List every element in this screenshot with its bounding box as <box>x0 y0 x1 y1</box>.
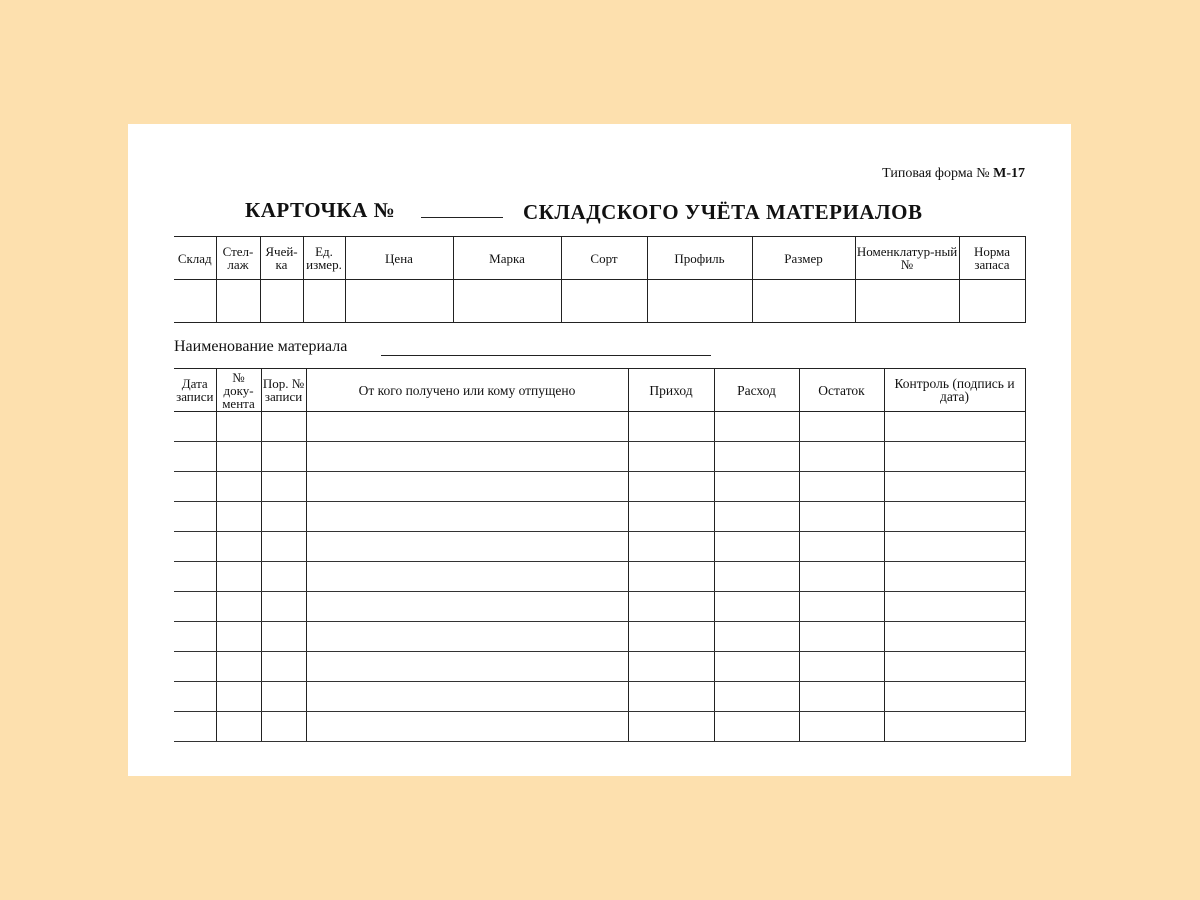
ledger-cell <box>628 502 714 532</box>
ledger-cell <box>174 622 216 652</box>
header-sklad: Склад <box>174 237 216 280</box>
ledger-cell <box>306 622 628 652</box>
ledger-cell <box>306 532 628 562</box>
header-control: Контроль (подпись и дата) <box>884 369 1025 412</box>
blank-cell <box>345 280 453 323</box>
card-title-left: КАРТОЧКА № <box>245 198 396 222</box>
header-yacheika: Ячей-ка <box>260 237 303 280</box>
ledger-cell <box>799 412 884 442</box>
ledger-cell <box>306 412 628 442</box>
ledger-cell <box>799 682 884 712</box>
ledger-cell <box>799 502 884 532</box>
ledger-row <box>174 532 1025 562</box>
ledger-cell <box>216 532 261 562</box>
ledger-cell <box>174 472 216 502</box>
header-grade: Сорт <box>561 237 647 280</box>
ledger-cell <box>306 652 628 682</box>
ledger-cell <box>216 712 261 742</box>
blank-cell <box>453 280 561 323</box>
header-receipt: Приход <box>628 369 714 412</box>
warehouse-card-form <box>128 124 1071 776</box>
blank-cell <box>647 280 752 323</box>
ledger-cell <box>884 622 1025 652</box>
ledger-cell <box>884 532 1025 562</box>
ledger-cell <box>714 682 799 712</box>
attributes-blank-row <box>174 280 1025 323</box>
ledger-cell <box>799 652 884 682</box>
ledger-cell <box>628 682 714 712</box>
header-entry-date: Дата записи <box>174 369 216 412</box>
ledger-row <box>174 682 1025 712</box>
ledger-cell <box>216 682 261 712</box>
blank-cell <box>855 280 959 323</box>
ledger-cell <box>174 532 216 562</box>
ledger-cell <box>884 442 1025 472</box>
ledger-cell <box>628 622 714 652</box>
ledger-cell <box>628 592 714 622</box>
ledger-cell <box>261 472 306 502</box>
ledger-cell <box>306 592 628 622</box>
header-balance: Остаток <box>799 369 884 412</box>
ledger-cell <box>714 442 799 472</box>
ledger-cell <box>174 442 216 472</box>
ledger-header-row <box>174 369 1025 412</box>
ledger-cell <box>306 502 628 532</box>
ledger-cell <box>628 712 714 742</box>
ledger-cell <box>884 472 1025 502</box>
ledger-cell <box>174 682 216 712</box>
blank-cell <box>752 280 855 323</box>
ledger-cell <box>799 592 884 622</box>
ledger-row <box>174 592 1025 622</box>
ledger-cell <box>261 412 306 442</box>
ledger-cell <box>174 592 216 622</box>
ledger-cell <box>261 652 306 682</box>
header-profile: Профиль <box>647 237 752 280</box>
ledger-cell <box>261 532 306 562</box>
ledger-cell <box>174 712 216 742</box>
ledger-cell <box>628 472 714 502</box>
attributes-header-row <box>174 237 1025 280</box>
ledger-row <box>174 502 1025 532</box>
ledger-cell <box>261 562 306 592</box>
ledger-cell <box>261 682 306 712</box>
ledger-cell <box>799 712 884 742</box>
form-code-number: М-17 <box>993 166 1025 181</box>
form-code <box>872 166 1025 182</box>
form-code-prefix: Типовая форма № <box>882 166 990 181</box>
blank-cell <box>561 280 647 323</box>
ledger-cell <box>714 472 799 502</box>
ledger-cell <box>714 412 799 442</box>
header-mark: Марка <box>453 237 561 280</box>
movement-ledger-table <box>174 368 1026 742</box>
ledger-cell <box>306 472 628 502</box>
header-stellazh: Стел-лаж <box>216 237 260 280</box>
ledger-row <box>174 622 1025 652</box>
ledger-cell <box>884 562 1025 592</box>
ledger-cell <box>884 652 1025 682</box>
header-document-no: № доку-мента <box>216 369 261 412</box>
ledger-cell <box>799 442 884 472</box>
blank-cell <box>216 280 260 323</box>
header-nomenclature-no: Номенклатур-ный № <box>855 237 959 280</box>
ledger-cell <box>714 592 799 622</box>
card-title-right: СКЛАДСКОГО УЧЁТА МАТЕРИАЛОВ <box>523 200 923 224</box>
ledger-cell <box>306 712 628 742</box>
blank-cell <box>959 280 1025 323</box>
header-counterparty: От кого получено или кому отпущено <box>306 369 628 412</box>
material-name-label: Наименование материала <box>174 338 348 355</box>
ledger-cell <box>628 412 714 442</box>
ledger-cell <box>714 622 799 652</box>
ledger-cell <box>714 712 799 742</box>
ledger-cell <box>261 592 306 622</box>
ledger-cell <box>628 652 714 682</box>
ledger-cell <box>884 412 1025 442</box>
ledger-cell <box>216 592 261 622</box>
blank-cell <box>260 280 303 323</box>
ledger-row <box>174 652 1025 682</box>
ledger-cell <box>884 592 1025 622</box>
ledger-cell <box>306 442 628 472</box>
ledger-cell <box>261 502 306 532</box>
ledger-row <box>174 712 1025 742</box>
ledger-cell <box>714 562 799 592</box>
ledger-cell <box>306 562 628 592</box>
ledger-cell <box>799 472 884 502</box>
ledger-cell <box>884 682 1025 712</box>
ledger-cell <box>216 472 261 502</box>
ledger-cell <box>261 442 306 472</box>
ledger-cell <box>216 562 261 592</box>
ledger-cell <box>884 502 1025 532</box>
ledger-cell <box>174 502 216 532</box>
ledger-row <box>174 472 1025 502</box>
ledger-cell <box>306 682 628 712</box>
ledger-cell <box>174 652 216 682</box>
ledger-cell <box>799 622 884 652</box>
header-entry-seq-no: Пор. № записи <box>261 369 306 412</box>
ledger-row <box>174 412 1025 442</box>
header-stock-norm: Норма запаса <box>959 237 1025 280</box>
ledger-cell <box>216 442 261 472</box>
header-issue: Расход <box>714 369 799 412</box>
ledger-cell <box>216 622 261 652</box>
blank-cell <box>174 280 216 323</box>
ledger-cell <box>261 622 306 652</box>
ledger-cell <box>799 562 884 592</box>
ledger-cell <box>714 502 799 532</box>
header-unit: Ед. измер. <box>303 237 345 280</box>
ledger-cell <box>216 652 261 682</box>
ledger-cell <box>714 652 799 682</box>
card-number-blank <box>421 217 503 218</box>
material-attributes-table <box>174 236 1026 323</box>
ledger-cell <box>261 712 306 742</box>
header-size: Размер <box>752 237 855 280</box>
ledger-cell <box>628 442 714 472</box>
material-name-blank <box>381 355 711 356</box>
ledger-row <box>174 442 1025 472</box>
ledger-cell <box>884 712 1025 742</box>
blank-cell <box>303 280 345 323</box>
ledger-cell <box>174 412 216 442</box>
ledger-row <box>174 562 1025 592</box>
ledger-cell <box>216 412 261 442</box>
header-price: Цена <box>345 237 453 280</box>
ledger-cell <box>714 532 799 562</box>
ledger-cell <box>628 562 714 592</box>
ledger-cell <box>216 502 261 532</box>
ledger-cell <box>174 562 216 592</box>
ledger-cell <box>628 532 714 562</box>
ledger-cell <box>799 532 884 562</box>
